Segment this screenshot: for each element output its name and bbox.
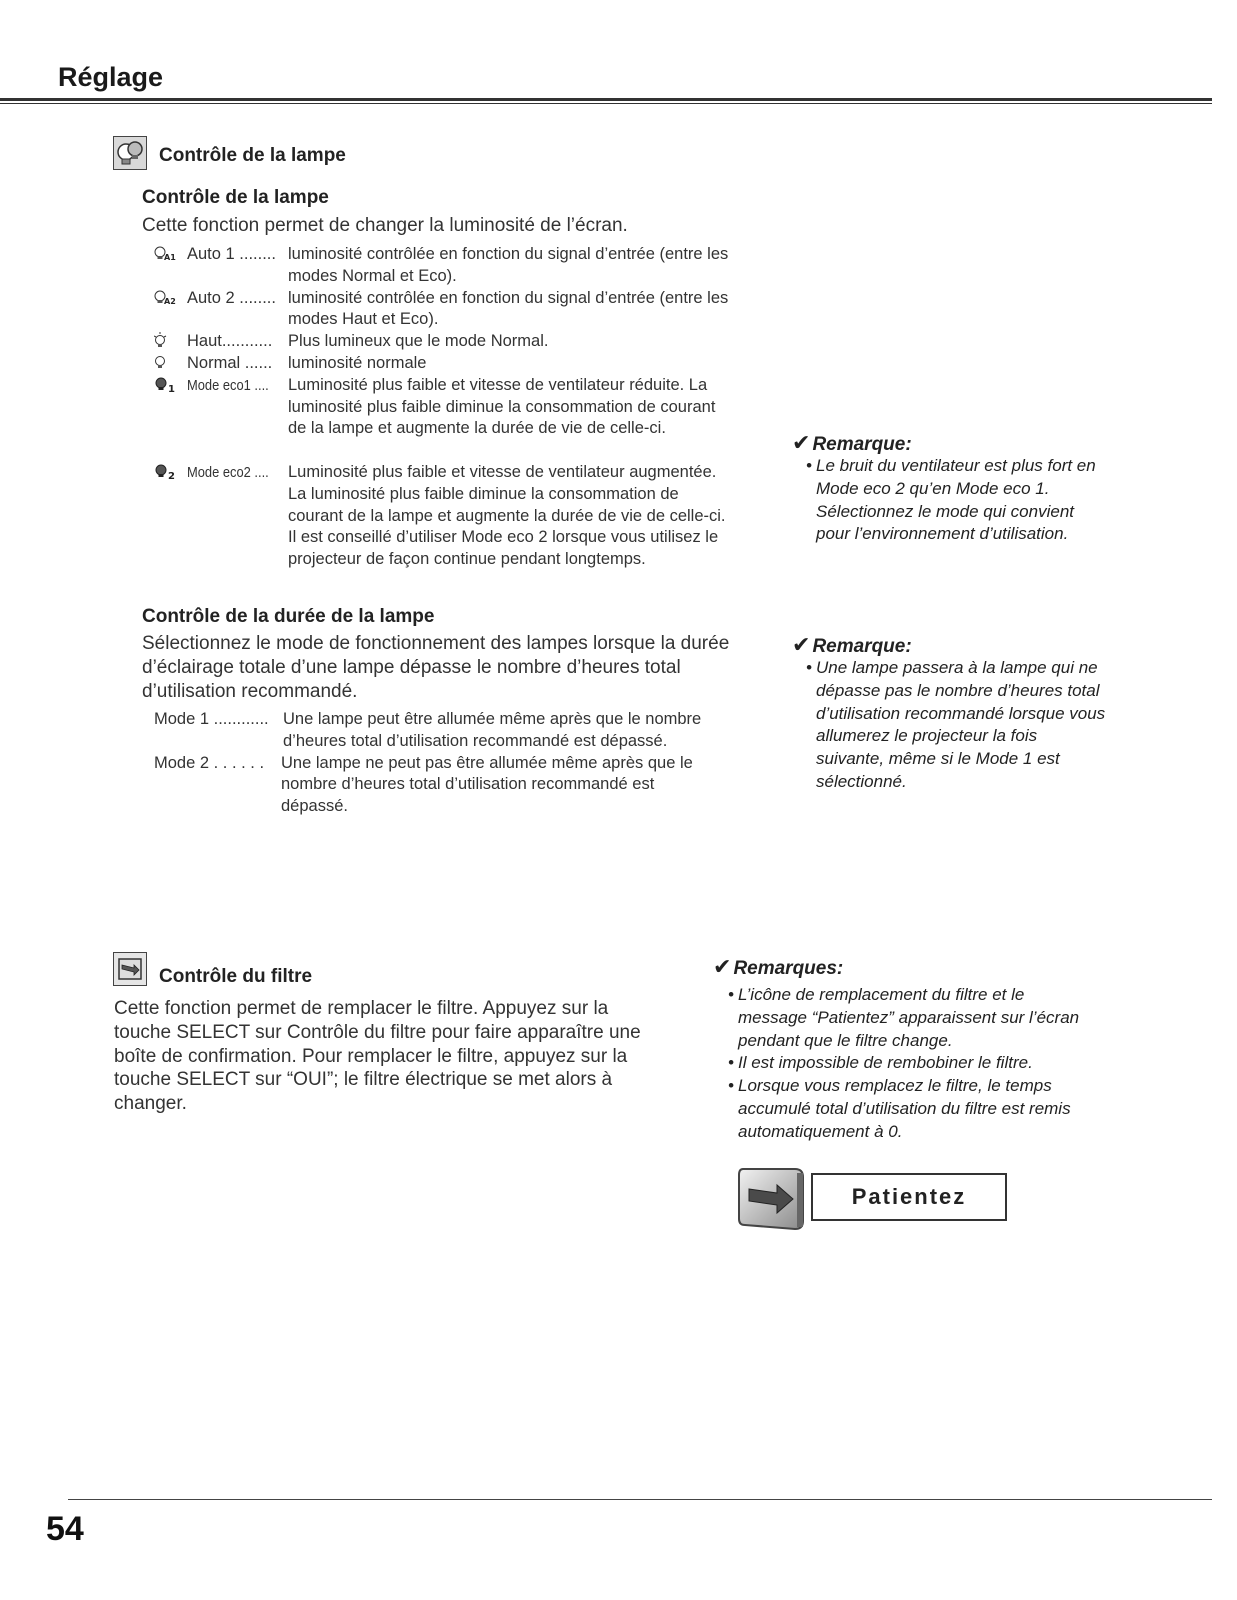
lamp-auto1-icon bbox=[154, 245, 178, 263]
list-item-term: Mode 2 . . . . . . bbox=[154, 753, 265, 772]
svg-text:1: 1 bbox=[168, 383, 175, 394]
note-heading: ✔ Remarque: bbox=[792, 430, 912, 455]
filter-replace-icon bbox=[737, 1163, 807, 1231]
list-item-term: Mode 1 ............ bbox=[154, 710, 269, 728]
lamp-intro: Cette fonction permet de changer la luminosité de l’écran. bbox=[142, 215, 628, 236]
lamp-high-icon bbox=[154, 332, 178, 350]
subtitle-lamp-duration: Contrôle de la durée de la lampe bbox=[142, 606, 435, 627]
notes-list bbox=[738, 984, 1098, 1144]
note-text: • Une lampe passera à la lampe qui ne dépasse pas le nombre d’heures total d’utilisation recommandé lorsque vous allumerez le projecteur la fois suivante, même si le Mode 1 est sélectionné. bbox=[816, 657, 1106, 794]
list-item bbox=[154, 244, 729, 288]
note-heading: ✔ Remarques: bbox=[713, 954, 844, 979]
list-item-term: Auto 2 ........ bbox=[187, 288, 276, 307]
list-item-desc: Luminosité plus faible et vitesse de ventilateur réduite. La luminosité plus faible diminue la consommation de courant de la lampe et augmente la durée de vie de celle-ci. bbox=[288, 375, 716, 438]
list-item bbox=[154, 288, 729, 332]
list-item-desc: luminosité contrôlée en fonction du signal d’entrée (entre les modes Normal et Eco). bbox=[288, 245, 729, 285]
header-divider bbox=[0, 98, 1212, 104]
page-title: Réglage bbox=[58, 62, 164, 92]
lamp-mode-list bbox=[154, 244, 729, 593]
list-item bbox=[154, 709, 744, 753]
duration-mode-list bbox=[154, 709, 744, 818]
filter-control-icon bbox=[113, 952, 147, 986]
svg-text:A1: A1 bbox=[164, 253, 176, 262]
list-item-desc: luminosité normale bbox=[288, 353, 427, 372]
note-text: • Le bruit du ventilateur est plus fort en Mode eco 2 qu’en Mode eco 1. Sélectionnez le mode qui convient pour l’environnement d’utilisation. bbox=[816, 455, 1098, 546]
duration-intro: Sélectionnez le mode de fonctionnement des lampes lorsque la durée d’éclairage totale d’une lampe dépasse le nombre d’heures total d’utilisation recommandé. bbox=[142, 633, 730, 702]
list-item-desc: Plus lumineux que le mode Normal. bbox=[288, 332, 549, 351]
list-item: • L’icône de remplacement du filtre et le message “Patientez” apparaissent sur l’écran pendant que le filtre change. bbox=[738, 984, 1098, 1052]
svg-text:2: 2 bbox=[168, 470, 175, 481]
section-title-filter: Contrôle du filtre bbox=[159, 966, 313, 987]
list-item-desc: Une lampe ne peut pas être allumée même après que le nombre d’heures total d’utilisation recommandé est dépassé. bbox=[281, 753, 693, 816]
lamp-control-icon bbox=[113, 136, 147, 170]
lamp-normal-icon bbox=[154, 354, 178, 372]
list-item-desc: Luminosité plus faible et vitesse de ventilateur augmentée. La luminosité plus faible diminue la consommation de courant de la lampe et augmente la durée de vie de celle-ci. Il est conseillé d’utiliser Mode eco 2 lorsque vous utilisez le projecteur de façon continue pendant longtemps. bbox=[288, 462, 726, 569]
lamp-eco2-icon bbox=[154, 463, 178, 481]
list-item-desc: Une lampe peut être allumée même après que le nombre d’heures total d’utilisation recommandé est dépassé. bbox=[283, 710, 702, 750]
list-item-term: Mode eco2 .... bbox=[187, 463, 269, 481]
list-item-term: Normal ...... bbox=[187, 353, 273, 372]
list-item bbox=[154, 462, 729, 593]
list-item bbox=[154, 331, 729, 353]
svg-text:A2: A2 bbox=[164, 296, 176, 306]
list-item bbox=[154, 753, 744, 818]
lamp-eco1-icon bbox=[154, 376, 178, 394]
patientez-message-box: Patientez bbox=[811, 1173, 1007, 1221]
filter-body: Cette fonction permet de remplacer le filtre. Appuyez sur la touche SELECT sur Contrôle du filtre pour faire apparaître une boîte de confirmation. Pour remplacer le filtre, appuyez sur la touche SELECT sur “OUI”; le filtre électrique se met alors à changer. bbox=[114, 998, 641, 1115]
checkmark-icon: ✔ bbox=[713, 954, 732, 979]
subtitle-lamp-control: Contrôle de la lampe bbox=[142, 187, 329, 208]
list-item: • Il est impossible de rembobiner le filtre. bbox=[738, 1052, 1098, 1075]
footer-divider bbox=[68, 1499, 1212, 1500]
list-item: • Lorsque vous remplacez le filtre, le temps accumulé total d’utilisation du filtre est remis automatiquement à 0. bbox=[738, 1075, 1098, 1143]
checkmark-icon: ✔ bbox=[792, 430, 811, 455]
list-item-term: Haut........... bbox=[187, 332, 273, 351]
section-title-lamp: Contrôle de la lampe bbox=[159, 145, 346, 166]
list-item-term: Auto 1 ........ bbox=[187, 245, 276, 263]
note-heading: ✔ Remarque: bbox=[792, 632, 912, 657]
list-item bbox=[154, 375, 729, 462]
lamp-auto2-icon bbox=[154, 289, 178, 307]
list-item-desc: luminosité contrôlée en fonction du signal d’entrée (entre les modes Haut et Eco). bbox=[288, 288, 729, 329]
list-item-term: Mode eco1 .... bbox=[187, 376, 269, 394]
checkmark-icon: ✔ bbox=[792, 632, 811, 657]
list-item bbox=[154, 353, 729, 375]
page-number: 54 bbox=[46, 1510, 84, 1548]
